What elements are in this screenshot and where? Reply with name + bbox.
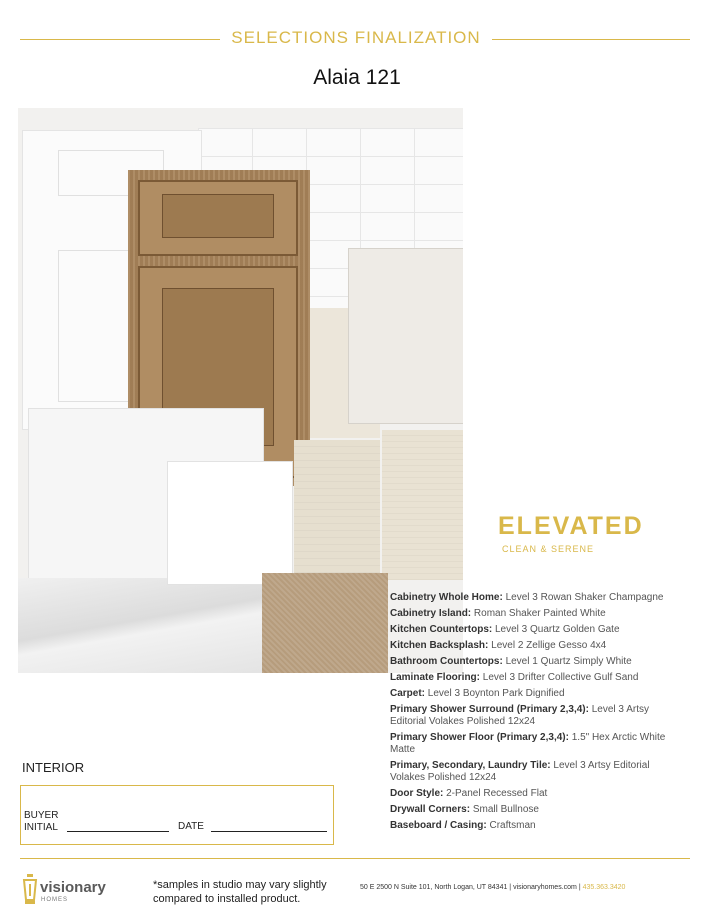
buyer-label-line2: INITIAL [24,822,58,833]
spec-value: Level 1 Quartz Simply White [505,656,632,667]
spec-item [390,640,680,652]
model-name: Alaia 121 [313,66,401,89]
spec-item [390,688,680,700]
address: 50 E 2500 N Suite 101, North Logan, UT 84341 | visionaryhomes.com | [360,884,581,891]
spec-item [390,592,680,604]
buyer-label-line1: BUYER [24,810,59,821]
spec-label: Door Style: [390,788,444,799]
brand-sub: HOMES [41,897,69,903]
spec-value: 1.5" Hex Arctic White Matte [390,732,666,755]
laminate-flooring-sample-2 [382,430,463,580]
spec-item [390,672,680,684]
white-tile-sample [168,462,292,584]
spec-value: Craftsman [489,820,536,831]
spec-label: Kitchen Countertops: [390,624,493,635]
package-name: ELEVATED [498,512,644,540]
carpet-sample [262,573,388,673]
phone: 435.363.3420 [582,884,626,891]
note-line1: *samples in studio may vary slightly [153,879,327,891]
brand-name: visionary [40,879,106,896]
spec-item [390,624,680,636]
spec-value: Level 3 Rowan Shaker Champagne [505,592,664,603]
spec-item [390,804,680,816]
mood-board-image [18,108,463,673]
date-field[interactable] [211,831,327,832]
spec-item [390,820,680,832]
spec-label: Carpet: [390,688,426,699]
contact-line [360,884,625,891]
spec-label: Bathroom Countertops: [390,656,503,667]
spec-item [390,608,680,620]
spec-item [390,704,680,728]
spec-value: Level 3 Boynton Park Dignified [427,688,565,699]
spec-item [390,732,680,756]
spec-label: Kitchen Backsplash: [390,640,489,651]
quartz-countertop-sample [348,248,463,424]
date-label: DATE [178,821,204,832]
spec-value: Level 3 Artsy Editorial Volakes Polished 12x24 [390,704,649,727]
spec-label: Cabinetry Island: [390,608,472,619]
buyer-initial-field[interactable] [67,831,169,832]
header-rule-right [492,39,690,40]
buyer-initial-label [24,810,58,834]
spec-label: Primary Shower Floor (Primary 2,3,4): [390,732,569,743]
spec-value: Level 3 Quartz Golden Gate [495,624,620,635]
spec-value: Level 2 Zellige Gesso 4x4 [491,640,607,651]
spec-item [390,656,680,668]
spec-item [390,788,680,800]
spec-label: Baseboard / Casing: [390,820,487,831]
spec-item [390,760,680,784]
spec-value: Small Bullnose [472,804,539,815]
signoff-box [20,785,334,845]
disclaimer-note [153,878,327,906]
header-rule-left [20,39,220,40]
page-title: SELECTIONS FINALIZATION [231,28,481,47]
brand-logo [22,872,122,908]
spec-label: Drywall Corners: [390,804,471,815]
spec-label: Cabinetry Whole Home: [390,592,503,603]
spec-list [390,592,680,836]
package-tagline: CLEAN & SERENE [502,544,595,554]
spec-label: Primary Shower Surround (Primary 2,3,4): [390,704,589,715]
laminate-flooring-sample [294,440,380,580]
spec-value: Roman Shaker Painted White [473,608,606,619]
footer-rule [20,858,690,859]
spec-label: Laminate Flooring: [390,672,480,683]
note-line2: compared to installed product. [153,893,301,905]
spec-value: Level 3 Drifter Collective Gulf Sand [482,672,639,683]
spec-value: 2-Panel Recessed Flat [446,788,548,799]
spec-value: Level 3 Artsy Editorial Volakes Polished 12x24 [390,760,650,783]
lantern-icon [22,874,38,904]
section-label: INTERIOR [22,760,85,775]
spec-label: Primary, Secondary, Laundry Tile: [390,760,551,771]
marble-slab-sample [18,578,278,673]
